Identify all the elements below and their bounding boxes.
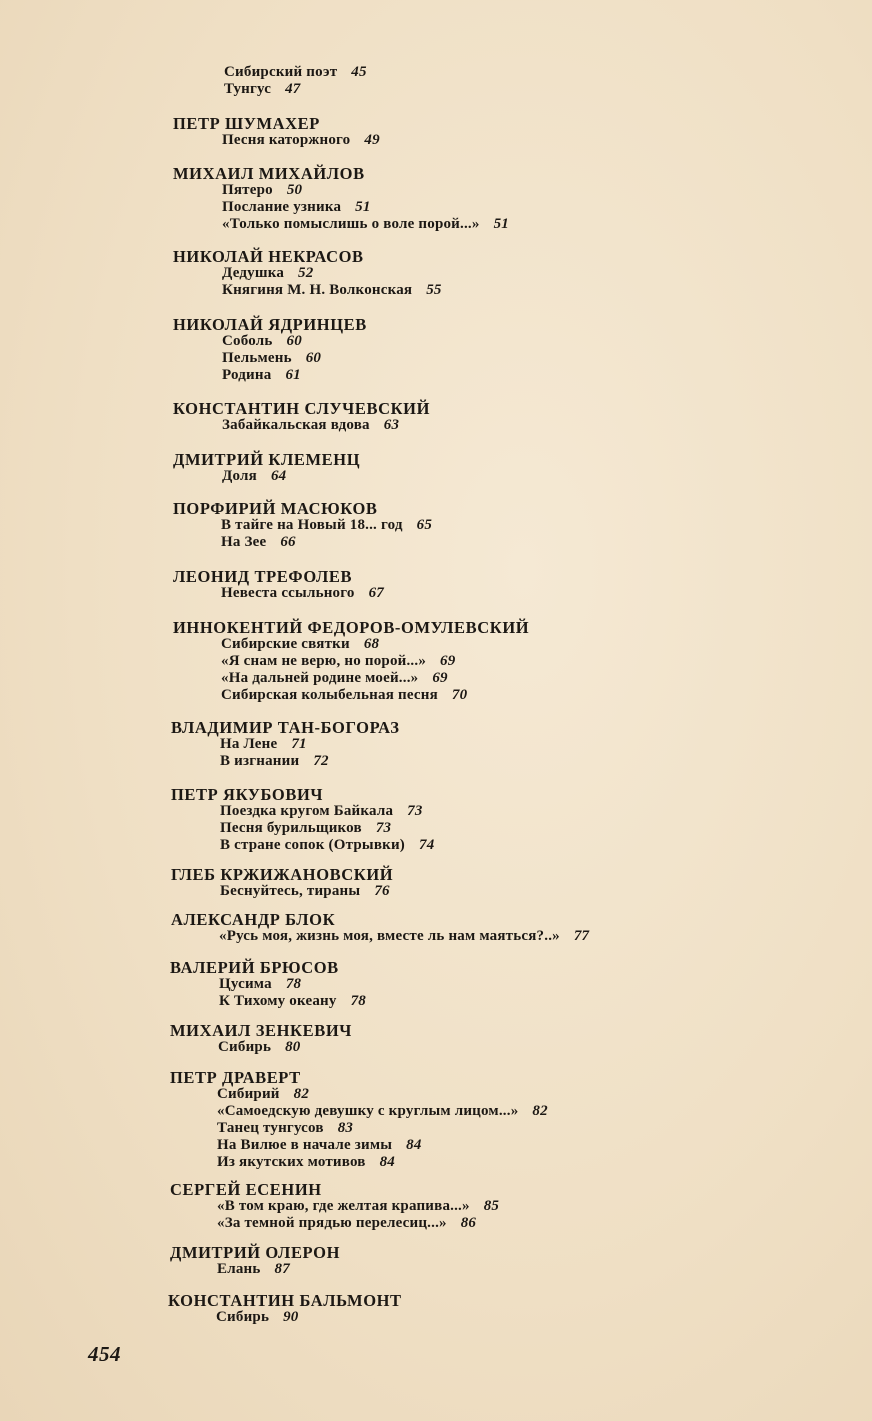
work-title: Забайкальская вдова	[222, 417, 370, 433]
author-name: МИХАИЛ ЗЕНКЕВИЧ	[170, 1021, 352, 1040]
page-ref: 78	[285, 976, 302, 992]
toc-entry	[217, 1103, 548, 1120]
page-ref: 87	[274, 1261, 290, 1277]
work-title: Елань	[217, 1261, 261, 1277]
toc-entry	[221, 687, 467, 704]
page-ref: 50	[286, 182, 303, 198]
author-name: ПОРФИРИЙ МАСЮКОВ	[173, 499, 378, 518]
toc-entry	[222, 216, 509, 233]
toc-entry	[217, 1137, 422, 1154]
author-name: КОНСТАНТИН СЛУЧЕВСКИЙ	[173, 399, 431, 418]
work-title: Песня каторжного	[222, 132, 351, 148]
toc-entry	[221, 534, 296, 551]
toc-entry	[220, 803, 423, 820]
work-title: Доля	[222, 468, 257, 484]
work-title: Беснуйтесь, тираны	[220, 883, 361, 899]
author-name: СЕРГЕЙ ЕСЕНИН	[170, 1180, 322, 1199]
work-title: «На дальней родине моей...»	[221, 670, 419, 686]
work-title: В тайге на Новый 18... год	[221, 517, 403, 533]
page-ref: 73	[407, 803, 423, 819]
page-number: 454	[88, 1342, 121, 1366]
toc-entry	[219, 976, 301, 993]
toc-entry	[222, 468, 286, 485]
toc-entry	[220, 820, 391, 837]
toc-entry	[218, 1039, 301, 1056]
toc-entry	[220, 883, 390, 900]
page-ref: 67	[368, 585, 384, 601]
toc-entry	[222, 282, 442, 299]
page-ref: 47	[285, 81, 301, 97]
work-title: «Я снам не верю, но порой...»	[221, 653, 427, 669]
page-ref: 68	[363, 636, 380, 652]
toc-entry	[217, 1261, 290, 1278]
page-ref: 72	[313, 753, 329, 769]
author-name: ВАЛЕРИЙ БРЮСОВ	[170, 958, 339, 977]
work-title: Сибирь	[216, 1309, 270, 1325]
work-title: На Лене	[220, 736, 278, 752]
toc-entry	[220, 753, 329, 770]
work-title: Послание узника	[222, 199, 342, 215]
toc-entry	[224, 64, 367, 81]
toc-entry	[222, 265, 313, 282]
toc-entry	[217, 1215, 476, 1232]
author-name: ИННОКЕНТИЙ ФЕДОРОВ-ОМУЛЕВСКИЙ	[173, 618, 530, 637]
page-ref: 66	[280, 534, 296, 550]
page-ref: 80	[285, 1039, 301, 1055]
toc-entry	[222, 333, 302, 350]
work-title: Родина	[222, 367, 272, 383]
page-ref: 60	[305, 350, 322, 366]
author-name: ПЕТР ДРАВЕРТ	[170, 1068, 301, 1087]
page-ref: 85	[483, 1198, 500, 1214]
work-title: Невеста ссыльного	[221, 585, 355, 601]
author-name: НИКОЛАЙ ЯДРИНЦЕВ	[173, 315, 367, 334]
work-title: На Зее	[221, 534, 267, 550]
author-name: ЛЕОНИД ТРЕФОЛЕВ	[173, 567, 353, 586]
page-ref: 82	[293, 1086, 310, 1102]
page-ref: 64	[270, 468, 287, 484]
work-title: «Русь моя, жизнь моя, вместе ль нам маяться?..»	[219, 928, 560, 944]
toc-entry	[222, 132, 380, 149]
toc-entry	[222, 417, 399, 434]
work-title: Княгиня М. Н. Волконская	[222, 282, 413, 298]
page-ref: 69	[440, 653, 456, 669]
toc-entry	[221, 636, 379, 653]
author-name: АЛЕКСАНДР БЛОК	[171, 910, 336, 929]
work-title: В стране сопок (Отрывки)	[220, 837, 405, 853]
toc-entry	[221, 517, 432, 534]
author-name: НИКОЛАЙ НЕКРАСОВ	[173, 247, 364, 266]
work-title: Поездка кругом Байкала	[220, 803, 394, 819]
work-title: Дедушка	[222, 265, 285, 281]
page-ref: 83	[337, 1120, 354, 1136]
page-ref: 90	[283, 1309, 299, 1325]
work-title: Соболь	[222, 333, 273, 349]
toc-entry	[221, 585, 384, 602]
work-title: Тунгус	[224, 81, 272, 97]
page-ref: 45	[351, 64, 367, 80]
toc-entry	[219, 928, 589, 945]
author-name: ПЕТР ШУМАХЕР	[173, 114, 320, 133]
page-ref: 52	[298, 265, 314, 281]
author-name: ДМИТРИЙ ОЛЕРОН	[170, 1243, 340, 1262]
work-title: Песня бурильщиков	[220, 820, 362, 836]
work-title: Сибирь	[218, 1039, 272, 1055]
toc-entry	[217, 1086, 309, 1103]
work-title: К Тихому океану	[219, 993, 337, 1009]
page-ref: 73	[375, 820, 392, 836]
page-ref: 65	[416, 517, 433, 533]
author-name: ГЛЕБ КРЖИЖАНОВСКИЙ	[171, 865, 394, 884]
page-ref: 61	[285, 367, 301, 383]
work-title: Сибирская колыбельная песня	[221, 687, 438, 703]
work-title: Пятеро	[222, 182, 273, 198]
work-title: В изгнании	[220, 753, 300, 769]
work-title: «Самоедскую девушку с круглым лицом...»	[217, 1103, 519, 1119]
work-title: Цусима	[219, 976, 272, 992]
toc-entry	[220, 736, 307, 753]
page-ref: 69	[432, 670, 448, 686]
toc-entry	[221, 653, 455, 670]
author-name: ВЛАДИМИР ТАН-БОГОРАЗ	[171, 718, 400, 737]
toc-entry	[217, 1120, 353, 1137]
work-title: Сибирские святки	[221, 636, 350, 652]
page-ref: 76	[374, 883, 390, 899]
page-ref: 71	[291, 736, 307, 752]
page-ref: 60	[286, 333, 302, 349]
page-ref: 55	[426, 282, 442, 298]
page-ref: 70	[451, 687, 468, 703]
work-title: «В том краю, где желтая крапива...»	[217, 1198, 470, 1214]
work-title: Пельмень	[222, 350, 292, 366]
toc-entry	[222, 350, 321, 367]
work-title: «За темной прядью перелесиц...»	[217, 1215, 447, 1231]
page-ref: 49	[364, 132, 380, 148]
author-name: ДМИТРИЙ КЛЕМЕНЦ	[173, 450, 361, 469]
page-ref: 84	[406, 1137, 422, 1153]
author-name: КОНСТАНТИН БАЛЬМОНТ	[168, 1291, 402, 1310]
toc-entry	[221, 670, 448, 687]
page-ref: 51	[355, 199, 371, 215]
work-title: Танец тунгусов	[217, 1120, 324, 1136]
work-title: «Только помыслишь о воле порой...»	[222, 216, 480, 232]
page-ref: 77	[573, 928, 590, 944]
page-ref: 86	[460, 1215, 477, 1231]
toc-entry	[224, 81, 301, 98]
toc-entry	[220, 837, 434, 854]
page-ref: 78	[350, 993, 366, 1009]
page-ref: 63	[383, 417, 400, 433]
page-ref: 51	[493, 216, 509, 232]
work-title: На Вилюе в начале зимы	[217, 1137, 393, 1153]
page-ref: 74	[419, 837, 435, 853]
toc-entry	[219, 993, 366, 1010]
toc-entry	[217, 1198, 499, 1215]
work-title: Сибирий	[217, 1086, 280, 1102]
work-title: Сибирский поэт	[224, 64, 338, 80]
page-ref: 84	[379, 1154, 395, 1170]
toc-entry	[222, 182, 302, 199]
toc-entry	[222, 367, 301, 384]
toc-entry	[216, 1309, 299, 1326]
toc-entry	[222, 199, 371, 216]
author-name: МИХАИЛ МИХАЙЛОВ	[173, 164, 365, 183]
work-title: Из якутских мотивов	[217, 1154, 366, 1170]
toc-entry	[217, 1154, 395, 1171]
author-name: ПЕТР ЯКУБОВИЧ	[171, 785, 324, 804]
page-ref: 82	[532, 1103, 548, 1119]
